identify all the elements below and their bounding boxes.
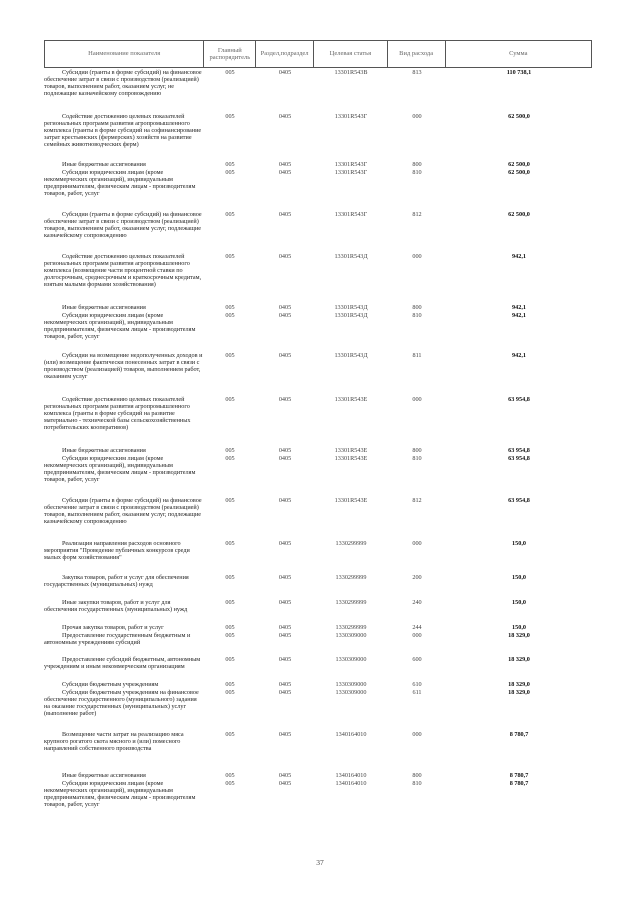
row-section: 0405 [278,304,292,311]
row-grbs: 005 [225,447,235,454]
row-section: 0405 [278,574,292,581]
row-expense-type: 240 [412,599,422,606]
row-name: Субсидии (гранты в форме субсидий) на финансовое обеспечение затрат в связи с производством (реализацией) товаров, выполнением работ, оказанием услуг, подлежащие казначейскому сопровождению [44,497,202,526]
row-name: Иные бюджетные ассигнования [62,447,146,454]
row-name: Субсидии юридическим лицам (кроме некоммерческих организаций), индивидуальным предпринимателям, физическим лицам - производителям товаров, работ, услуг [44,312,196,341]
row-target-article: 13301R543Е [334,447,368,454]
row-expense-type: 812 [412,497,422,504]
row-name: Субсидии юридическим лицам (кроме некоммерческих организаций), индивидуальным предпринимателям, физическим лицам - производителям товаров, работ, услуг [44,455,196,484]
row-name: Иные закупки товаров, работ и услуг для обеспечения государственных (муниципальных) нужд [44,599,188,614]
row-target-article: 1330309000 [335,689,367,696]
row-target-article: 1330309000 [335,632,367,639]
row-section: 0405 [278,540,292,547]
row-grbs: 005 [225,253,235,260]
row-target-article: 13301R543Г [334,169,368,176]
row-grbs: 005 [225,772,235,779]
row-grbs: 005 [225,396,235,403]
row-sum: 63 954,8 [508,396,530,403]
row-expense-type: 600 [412,656,422,663]
row-name: Иные бюджетные ассигнования [62,304,146,311]
row-target-article: 13301R543Г [334,113,368,120]
row-section: 0405 [278,772,292,779]
row-section: 0405 [278,624,292,631]
row-expense-type: 800 [412,772,422,779]
row-expense-type: 000 [412,632,422,639]
row-target-article: 1330299999 [335,624,367,631]
row-expense-type: 810 [412,780,422,787]
row-section: 0405 [278,69,292,76]
row-expense-type: 000 [412,396,422,403]
row-expense-type: 813 [412,69,422,76]
row-expense-type: 800 [412,447,422,454]
row-target-article: 1340164010 [335,731,367,738]
row-name: Иные бюджетные ассигнования [62,161,146,168]
row-sum: 8 780,7 [509,772,529,779]
row-sum: 942,1 [512,304,526,311]
row-name: Возмещение части затрат на реализацию мяса крупного рогатого скота мясного и (или) помесного направлений собственного производства [44,731,184,753]
row-name: Субсидии бюджетным учреждениям [62,681,159,688]
row-expense-type: 244 [412,624,422,631]
row-sum: 8 780,7 [509,780,529,787]
row-section: 0405 [278,497,292,504]
row-name: Субсидии (гранты в форме субсидий) на финансовое обеспечение затрат в связи с производством (реализацией) товаров, выполнением работ, оказанием услуг, подлежащие казначейскому сопровождению [44,211,202,240]
row-target-article: 1330299999 [335,574,367,581]
row-name: Предоставление государственным бюджетным и автономным учреждениям субсидий [44,632,191,647]
row-grbs: 005 [225,731,235,738]
row-grbs: 005 [225,161,235,168]
row-sum: 942,1 [512,253,526,260]
row-section: 0405 [278,780,292,787]
row-section: 0405 [278,599,292,606]
row-section: 0405 [278,169,292,176]
row-expense-type: 810 [412,312,422,319]
row-sum: 942,1 [512,312,526,319]
row-expense-type: 000 [412,540,422,547]
row-target-article: 13301R543Д [334,352,368,359]
row-sum: 150,0 [512,540,526,547]
row-expense-type: 000 [412,113,422,120]
header-name: Наименование показателя [45,41,204,67]
row-grbs: 005 [225,780,235,787]
row-target-article: 13301R543Д [334,304,368,311]
row-section: 0405 [278,352,292,359]
row-grbs: 005 [225,574,235,581]
row-section: 0405 [278,253,292,260]
row-target-article: 13301R543Г [334,211,368,218]
row-target-article: 1340164010 [335,780,367,787]
row-name: Содействие достижению целевых показателей региональных программ развития агропромышленного комплекса (гранты в форме субсидий на софинансирование затрат крестьянских (фермерских) хозяйств на развитие семейных животноводческих ферм) [44,113,202,149]
row-expense-type: 000 [412,731,422,738]
row-sum: 150,0 [512,599,526,606]
row-target-article: 13301R543Д [334,312,368,319]
row-sum: 63 954,8 [508,455,530,462]
page-number: 37 [316,858,324,867]
row-sum: 62 500,0 [508,211,530,218]
row-name: Содействие достижению целевых показателей региональных программ развития агропромышленного комплекса (возмещение части процентной ставки по долгосрочным, среднесрочным и краткосрочным кредитам, взятым малыми формами хозяйствования) [44,253,202,289]
row-sum: 110 738,1 [506,69,532,76]
row-sum: 18 329,0 [508,632,530,639]
row-expense-type: 000 [412,253,422,260]
row-name: Иные бюджетные ассигнования [62,772,146,779]
row-sum: 62 500,0 [508,113,530,120]
row-target-article: 13301R543Д [334,253,368,260]
row-section: 0405 [278,656,292,663]
row-section: 0405 [278,689,292,696]
row-section: 0405 [278,447,292,454]
row-expense-type: 812 [412,211,422,218]
row-section: 0405 [278,396,292,403]
row-target-article: 1330299999 [335,599,367,606]
row-grbs: 005 [225,689,235,696]
row-name: Предоставление субсидий бюджетным, автономным учреждениям и иным некоммерческим организациям [44,656,201,671]
row-sum: 150,0 [512,574,526,581]
row-expense-type: 200 [412,574,422,581]
row-name: Реализация направления расходов основного мероприятия "Проведение публичных конкурсов среди малых форм хозяйствования" [44,540,190,562]
table-header [44,40,592,68]
row-name: Закупка товаров, работ и услуг для обеспечения государственных (муниципальных) нужд [44,574,189,589]
row-section: 0405 [278,632,292,639]
row-grbs: 005 [225,632,235,639]
row-grbs: 005 [225,497,235,504]
row-grbs: 005 [225,113,235,120]
row-name: Субсидии юридическим лицам (кроме некоммерческих организаций), индивидуальным предпринимателям, физическим лицам - производителям товаров, работ, услуг [44,780,196,809]
row-expense-type: 810 [412,169,422,176]
row-target-article: 13301R543Е [334,396,368,403]
row-target-article: 1340164010 [335,772,367,779]
row-name: Субсидии юридическим лицам (кроме некоммерческих организаций), индивидуальным предпринимателям, физическим лицам - производителям товаров, работ, услуг [44,169,196,198]
header-sum: Сумма [509,50,528,58]
row-grbs: 005 [225,681,235,688]
row-sum: 63 954,8 [508,447,530,454]
row-section: 0405 [278,161,292,168]
row-grbs: 005 [225,599,235,606]
row-sum: 63 954,8 [508,497,530,504]
row-target-article: 13301R543В [334,69,368,76]
row-expense-type: 800 [412,161,422,168]
row-name: Субсидии (гранты в форме субсидий) на финансовое обеспечение затрат в связи с производством (реализацией) товаров, выполнением работ, оказанием услуг, не подлежащие казначейскому сопровождению [44,69,202,98]
row-target-article: 1330309000 [335,681,367,688]
header-section: Раздел,подраздел [256,41,314,67]
row-grbs: 005 [225,169,235,176]
row-sum: 18 329,0 [508,689,530,696]
row-grbs: 005 [225,304,235,311]
row-section: 0405 [278,211,292,218]
row-target-article: 1330299999 [335,540,367,547]
row-grbs: 005 [225,656,235,663]
row-grbs: 005 [225,540,235,547]
row-grbs: 005 [225,69,235,76]
row-name: Субсидии на возмещение недополученных доходов и (или) возмещение фактически понесенных затрат в связи с производством (реализацией) товаров, выполнением работ, оказанием услуг [44,352,203,381]
row-grbs: 005 [225,312,235,319]
row-expense-type: 810 [412,455,422,462]
row-section: 0405 [278,312,292,319]
row-sum: 18 329,0 [508,656,530,663]
row-expense-type: 610 [412,681,422,688]
header-expense-type: Вид расхода [388,41,446,67]
row-section: 0405 [278,113,292,120]
row-sum: 62 500,0 [508,169,530,176]
row-section: 0405 [278,455,292,462]
row-sum: 150,0 [512,624,526,631]
row-target-article: 13301R543Е [334,455,368,462]
row-name: Субсидии бюджетным учреждениям на финансовое обеспечение государственного (муниципального) задания на оказание государственных (муниципальных) услуг (выполнение работ) [44,689,199,718]
row-grbs: 005 [225,455,235,462]
row-expense-type: 800 [412,304,422,311]
row-expense-type: 811 [412,352,422,359]
row-target-article: 1330309000 [335,656,367,663]
row-name: Содействие достижению целевых показателей региональных программ развития агропромышленного комплекса (гранты в форме субсидий на развитие материально - технической базы сельскохозяйственных потребительских кооперативов) [44,396,191,432]
row-grbs: 005 [225,624,235,631]
row-grbs: 005 [225,211,235,218]
header-grbs: Главный распорядитель [204,41,256,67]
row-target-article: 13301R543Е [334,497,368,504]
row-section: 0405 [278,681,292,688]
row-expense-type: 611 [412,689,422,696]
row-target-article: 13301R543Г [334,161,368,168]
row-section: 0405 [278,731,292,738]
row-sum: 8 780,7 [509,731,529,738]
row-sum: 18 329,0 [508,681,530,688]
row-name: Прочая закупка товаров, работ и услуг [62,624,164,631]
row-sum: 942,1 [512,352,526,359]
row-grbs: 005 [225,352,235,359]
row-sum: 62 500,0 [508,161,530,168]
header-target-article: Целевая статья [314,41,388,67]
